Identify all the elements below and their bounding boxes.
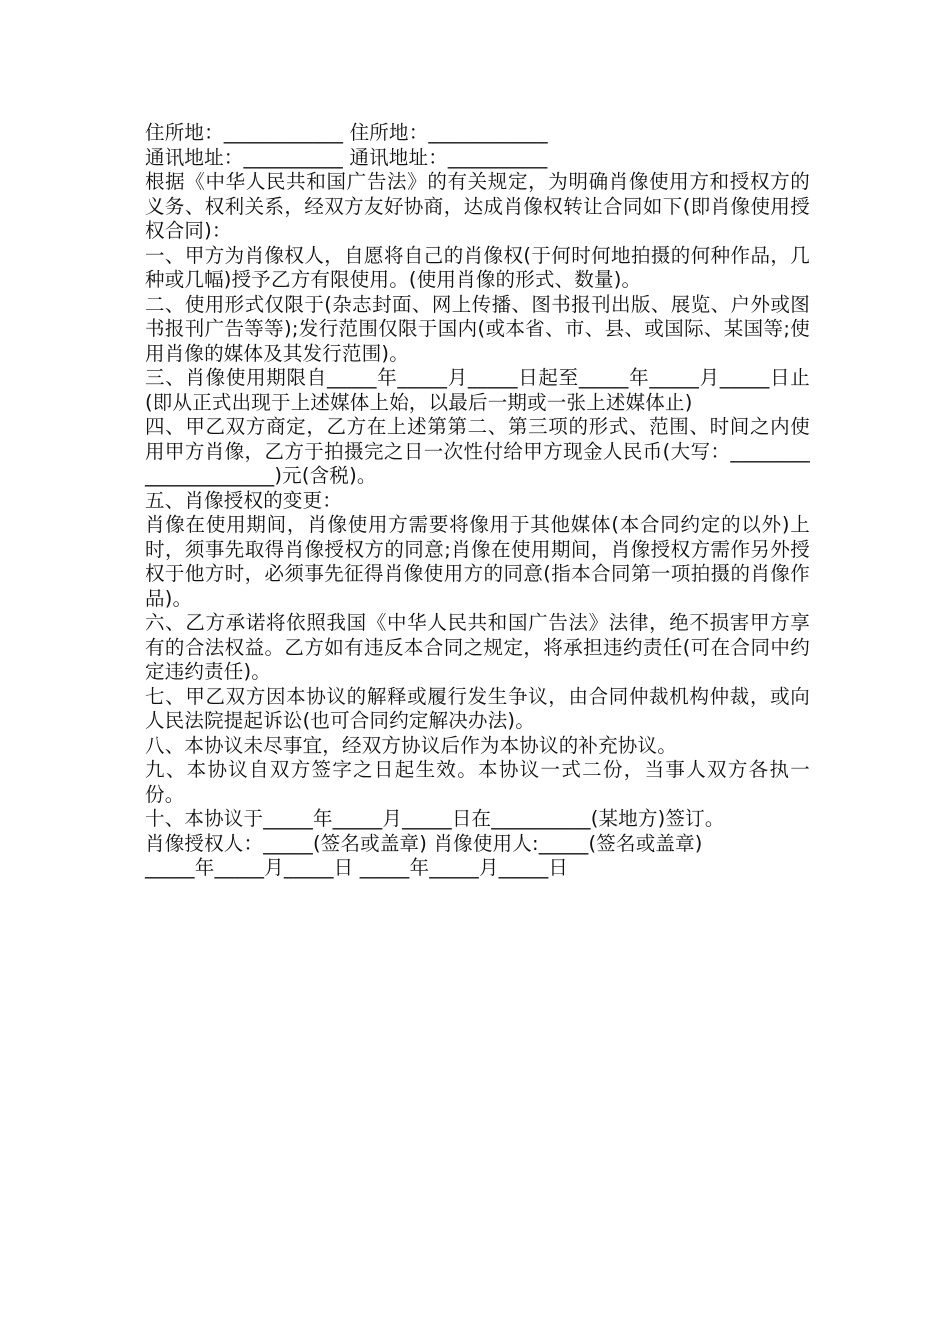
clause-3: 三、肖像使用期限自_____年_____月_____日起至_____年_____月_____日止(即从正式出现于上述媒体上始，以最后一期或一张上述媒体止) <box>145 366 810 414</box>
clause-10: 十、本协议于_____年_____月_____日在__________(某地方)签订。 <box>145 807 725 830</box>
date-line: _____年_____月_____日 _____年_____月_____日 <box>145 856 569 879</box>
preamble-paragraph: 根据《中华人民共和国广告法》的有关规定，为明确肖像使用方和授权方的义务、权利关系，经双方友好协商，达成肖像权转让合同如下(即肖像使用授权合同)： <box>145 170 810 242</box>
residence-line: 住所地：____________ 住所地：____________ <box>145 121 548 144</box>
clause-8: 八、本协议未尽事宜，经双方协议后作为本协议的补充协议。 <box>145 733 677 757</box>
clause-7: 七、甲乙双方因本协议的解释或履行发生争议，由合同仲裁机构仲裁，或向人民法院提起诉讼(也可合同约定解决办法)。 <box>145 684 810 732</box>
clause-4: 四、甲乙双方商定，乙方在上述第第二、第三项的形式、范围、时间之内使用甲方肖像，乙方于拍摄完之日一次性付给甲方现金人民币(大写：_____________________)元(含税)。 <box>145 415 810 487</box>
clause-5-heading: 五、肖像授权的变更： <box>145 488 343 512</box>
clause-1: 一、甲方为肖像权人，自愿将自己的肖像权(于何时何地拍摄的何种作品，几种或几幅)授予乙方有限使用。(使用肖像的形式、数量)。 <box>145 243 810 291</box>
signature-line: 肖像授权人：_____(签名或盖章) 肖像使用人:_____(签名或盖章) <box>145 831 703 855</box>
clause-5-body: 肖像在使用期间，肖像使用方需要将像用于其他媒体(本合同约定的以外)上时，须事先取得肖像授权方的同意;肖像在使用期间，肖像授权方需作另外授权于他方时，必须事先征得肖像使用方的同意(指本合同第一项拍摄的肖像作品)。 <box>145 513 810 610</box>
clause-9: 九、本协议自双方签字之日起生效。本协议一式二份，当事人双方各执一份。 <box>145 758 810 806</box>
clause-2: 二、使用形式仅限于(杂志封面、网上传播、图书报刊出版、展览、户外或图书报刊广告等等);发行范围仅限于国内(或本省、市、县、或国际、某国等;使用肖像的媒体及其发行范围)。 <box>145 292 810 365</box>
contract-document <box>145 121 810 881</box>
mailing-address-line: 通讯地址：__________ 通讯地址：__________ <box>145 145 548 169</box>
clause-6: 六、乙方承诺将依照我国《中华人民共和国广告法》法律，绝不损害甲方享有的合法权益。乙方如有违反本合同之规定，将承担违约责任(可在合同中约定违约责任)。 <box>145 611 810 683</box>
